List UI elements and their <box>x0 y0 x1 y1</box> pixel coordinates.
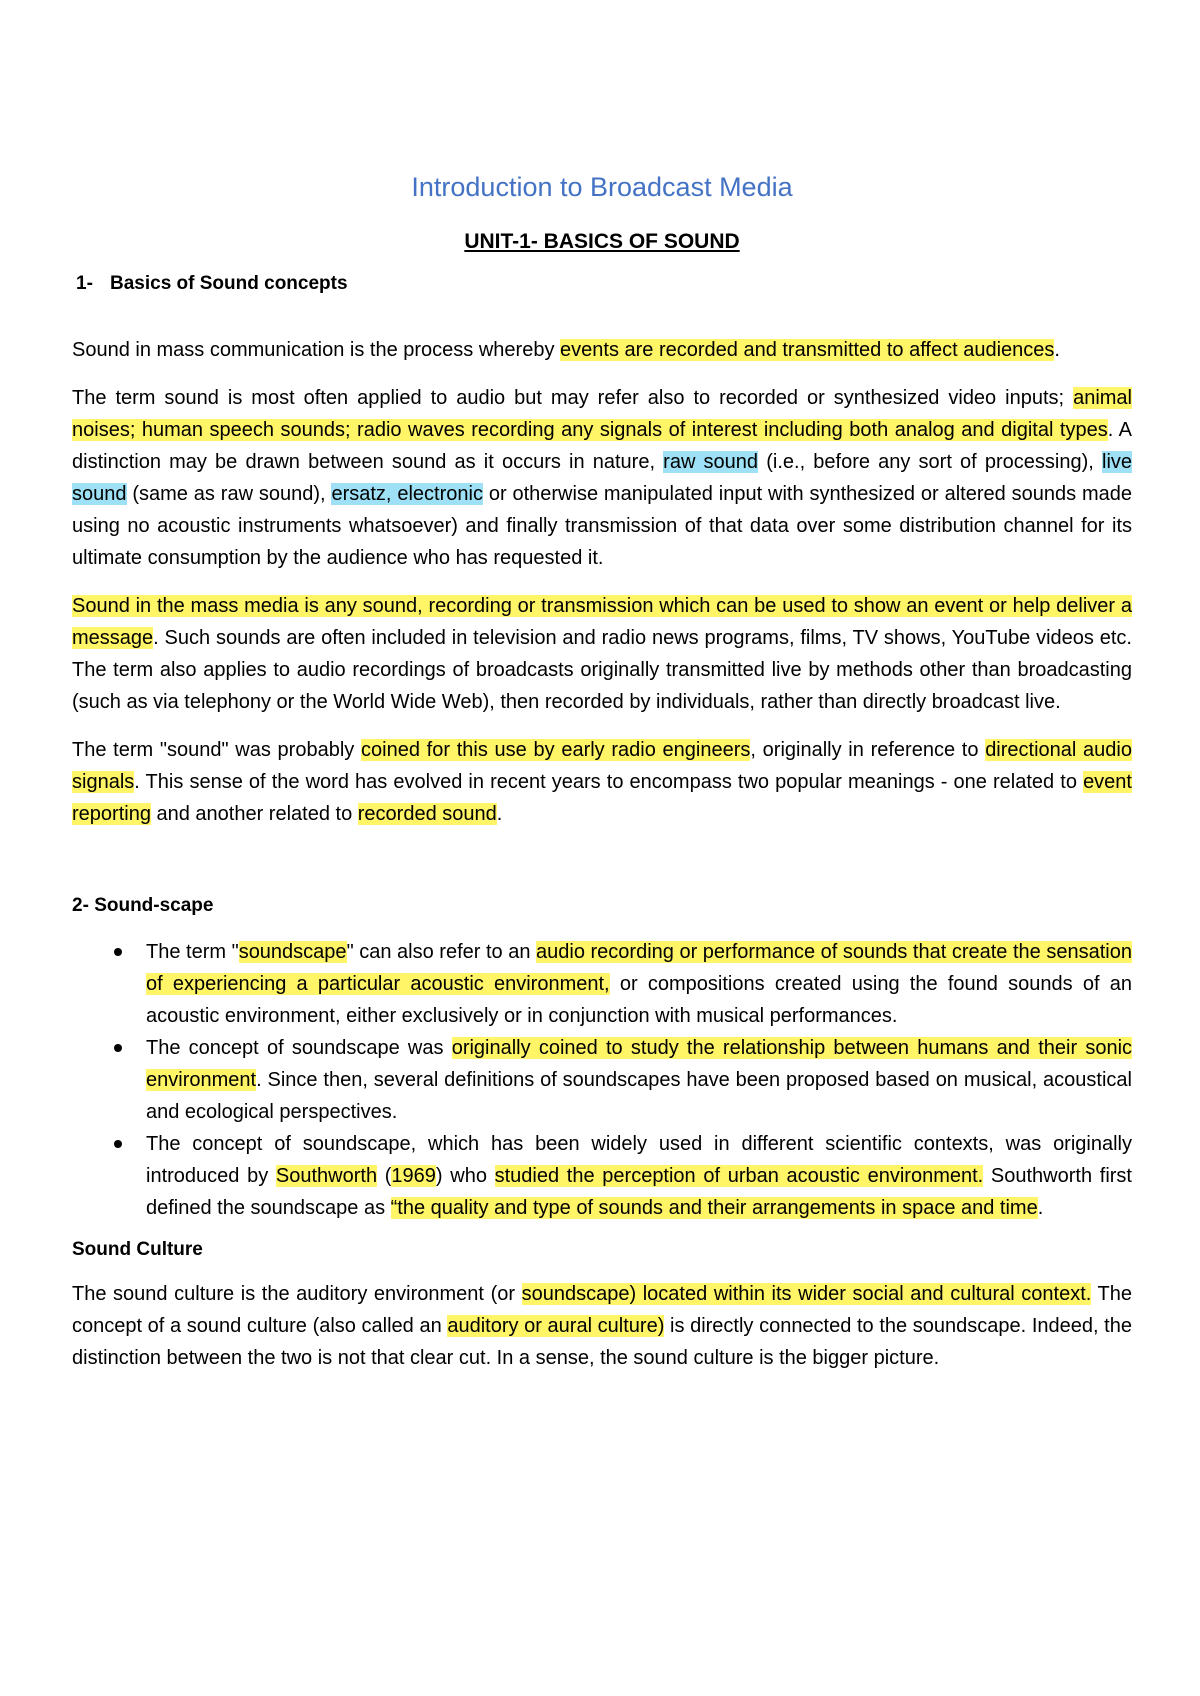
paragraph-term-sound <box>72 382 1132 574</box>
text-run: (same as raw sound), <box>126 483 332 505</box>
text-run: The concept of soundscape, which has been widely used in different scientific contexts, was originally introduced by <box>146 1133 1132 1187</box>
text-run: ( <box>377 1165 392 1187</box>
section-1-heading <box>76 270 1132 298</box>
section-2-title: Sound-scape <box>94 895 214 916</box>
unit-heading: UNIT-1- BASICS OF SOUND <box>464 230 740 253</box>
highlighted-text: auditory or aural culture) <box>447 1315 665 1337</box>
text-run: or compositions created using the found sounds of an acoustic environment, either exclusively or in conjunction with musical performances. <box>146 973 1133 1027</box>
highlighted-text: animal noises; human speech sounds; radio waves recording any signals of interest including both analog and digital types <box>72 387 1132 441</box>
section-1-number: 1- <box>76 273 93 294</box>
bullet-icon <box>114 1140 122 1148</box>
bullet-icon <box>114 1044 122 1052</box>
text-run: Southworth first defined the soundscape as <box>146 1165 1132 1219</box>
highlighted-text: studied the perception of urban acoustic environment. <box>494 1165 984 1187</box>
bullet-icon <box>114 948 122 956</box>
text-run: The sound culture is the auditory environment (or <box>72 1283 522 1305</box>
highlighted-text: soundscape <box>238 941 347 963</box>
text-run: is directly connected to the soundscape. Indeed, the distinction between the two is not that clear cut. In a sense, the sound culture is the bigger picture. <box>72 1315 1132 1369</box>
highlighted-text: recorded sound <box>357 803 497 825</box>
highlighted-text-blue: ersatz, electronic <box>331 483 483 505</box>
section-2-number: 2- <box>72 895 89 916</box>
highlighted-text: events are recorded and transmitted to affect audiences <box>560 339 1055 361</box>
text-run: The term " <box>146 941 239 963</box>
highlighted-text: soundscape) located within its wider social and cultural context. <box>521 1283 1092 1305</box>
highlighted-text: “the quality and type of sounds and their arrangements in space and time <box>390 1197 1038 1219</box>
text-run: . <box>1037 1197 1044 1219</box>
text-run: Sound in mass communication is the process whereby <box>72 339 561 361</box>
highlighted-text: directional audio signals <box>72 739 1132 793</box>
highlighted-text-blue: live sound <box>72 451 1133 505</box>
text-run: The term "sound" was probably <box>72 739 361 761</box>
paragraph-sound-mass-media <box>72 590 1132 718</box>
highlighted-text: 1969 <box>391 1165 436 1187</box>
text-run: or otherwise manipulated input with synthesized or altered sounds made using no acoustic instruments whatsoever) and finally transmission of that data over some distribution channel for its ultimate consumption by the audience who has requested it. <box>72 483 1132 569</box>
text-run: and another related to <box>150 803 358 825</box>
text-run: (i.e., before any sort of processing), <box>758 451 1102 473</box>
text-run: . This sense of the word has evolved in recent years to encompass two popular meanings - one related to <box>134 771 1084 793</box>
paragraph-term-origin <box>72 734 1132 830</box>
section-1-title: Basics of Sound concepts <box>110 273 348 294</box>
text-run: , originally in reference to <box>750 739 986 761</box>
text-run: The concept of a sound culture (also called an <box>72 1283 1133 1337</box>
highlighted-text: Southworth <box>275 1165 378 1187</box>
text-run: . <box>496 803 503 825</box>
paragraph-sound-culture <box>72 1278 1132 1374</box>
text-run: The term sound is most often applied to audio but may refer also to recorded or synthesized video inputs; <box>72 387 1074 409</box>
list-item <box>146 1128 1132 1224</box>
section-2-heading <box>72 892 1132 920</box>
highlighted-text: audio recording or performance of sounds that create the sensation of experiencing a particular acoustic environment, <box>146 941 1132 995</box>
text-run: ) who <box>435 1165 495 1187</box>
text-run: . <box>1054 339 1060 361</box>
highlighted-text: event reporting <box>72 771 1132 825</box>
list-item <box>146 936 1132 1032</box>
list-item <box>146 1032 1132 1128</box>
section-3-heading: Sound Culture <box>72 1239 203 1260</box>
text-run: . Since then, several definitions of soundscapes have been proposed based on musical, acoustical and ecological perspectives. <box>146 1069 1132 1123</box>
text-run: " can also refer to an <box>346 941 537 963</box>
soundscape-bullet-list <box>72 936 1132 1224</box>
text-run: . Such sounds are often included in television and radio news programs, films, TV shows, YouTube videos etc. The term also applies to audio recordings of broadcasts originally transmitted live by methods other than broadcasting (such as via telephony or the World Wide Web), then recorded by individuals, rather than directly broadcast live. <box>72 627 1132 713</box>
text-run: The concept of soundscape was <box>146 1037 452 1059</box>
highlighted-text: originally coined to study the relationship between humans and their sonic environment <box>146 1037 1133 1091</box>
highlighted-text-blue: raw sound <box>663 451 759 473</box>
paragraph-sound-mass-communication <box>72 334 1132 366</box>
document-title: Introduction to Broadcast Media <box>411 172 793 202</box>
spacer <box>72 846 1132 892</box>
highlighted-text: Sound in the mass media is any sound, recording or transmission which can be used to show an event or help deliver a message <box>72 595 1132 649</box>
text-run: . A distinction may be drawn between sound as it occurs in nature, <box>72 419 1132 473</box>
highlighted-text: coined for this use by early radio engineers <box>361 739 751 761</box>
